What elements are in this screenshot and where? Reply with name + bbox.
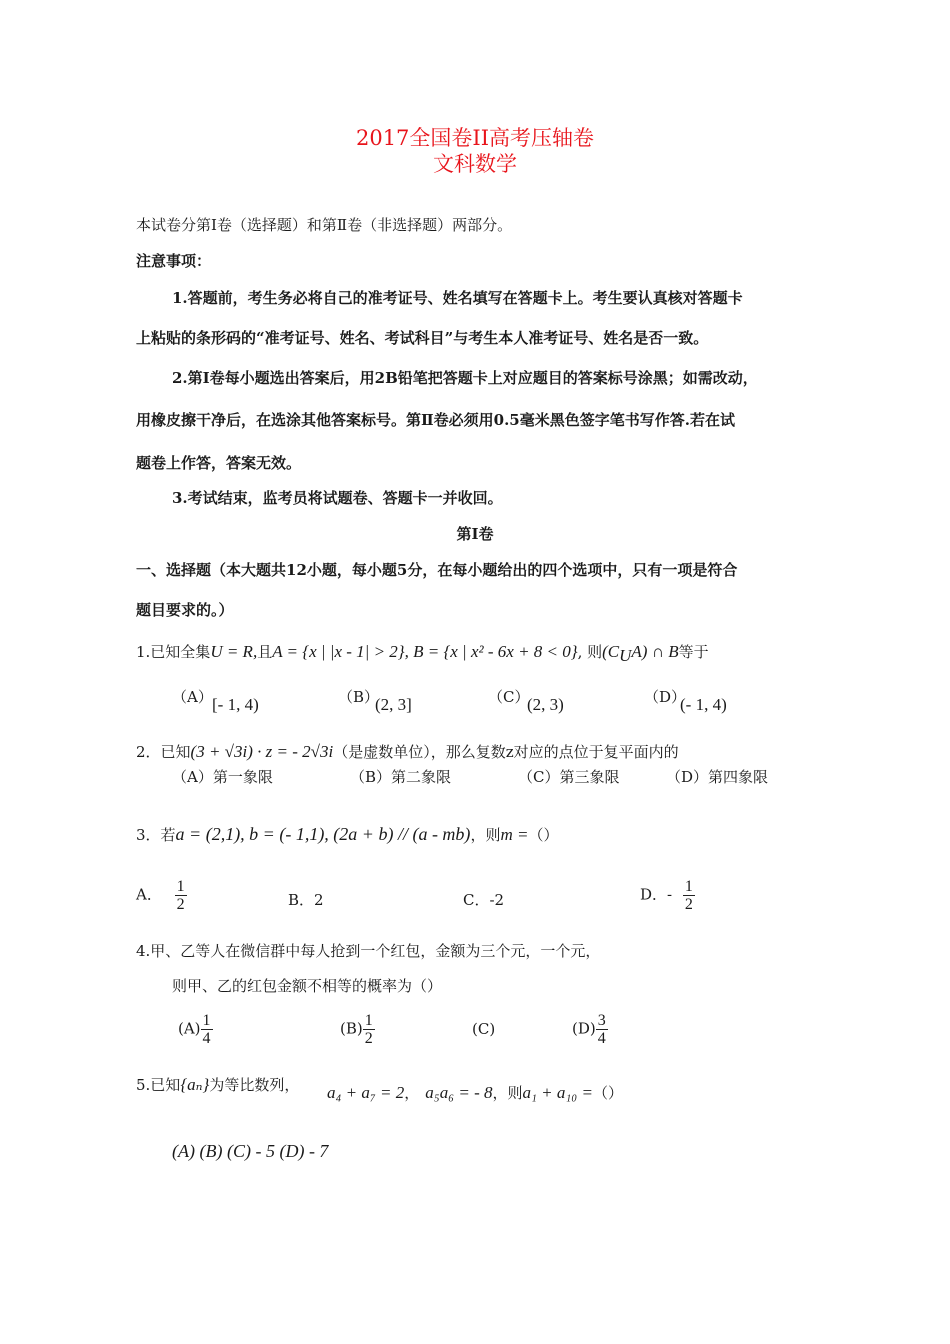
q1-math-universe: U = R, [210, 642, 258, 661]
q2-option-d: （D）第四象限 [666, 768, 769, 786]
notice-item-2-line-2: 用橡皮擦干净后，在选涂其他答案标号。第Ⅱ卷必须用0.5毫米黑色签字笔书写作答.若在试 [136, 411, 735, 429]
q1-option-c-label: （C） [488, 688, 530, 706]
q4-option-d-numerator: 3 [597, 1012, 606, 1029]
q3-option-a-denominator: 2 [176, 896, 185, 913]
q1-sub-u: U [619, 646, 632, 665]
q3-option-a-fraction [175, 878, 187, 913]
notice-item-2-line-1: 2.第Ⅰ卷每小题选出答案后，用2B铅笔把答题卡上对应题目的答案标号涂黑；如需改动， [172, 369, 758, 387]
q3-prefix: 3．若 [136, 826, 176, 844]
q5-math-2: a₅a₆ = - 8 [425, 1083, 493, 1102]
q4-option-a [178, 1012, 213, 1047]
q5-stem [136, 1074, 299, 1095]
q4-option-b-label: (B) [340, 1019, 363, 1038]
q1-option-b-value: (2, 3] [375, 695, 412, 714]
q4-option-d-label: (D) [572, 1019, 596, 1038]
q3-math-m: m = [500, 825, 529, 844]
q3-option-d-fraction [683, 878, 695, 913]
q1-option-b-label: （B） [338, 688, 380, 706]
q4-option-b [340, 1012, 375, 1047]
q4-option-a-numerator: 1 [202, 1012, 211, 1029]
section-heading-line-2: 题目要求的。） [136, 601, 234, 619]
q5-conditions [327, 1082, 623, 1103]
q3-stem [136, 824, 558, 845]
q4-option-a-denominator: 4 [202, 1030, 211, 1047]
notice-item-1-line-1: 1.答题前，考生务必将自己的准考证号、姓名填写在答题卡上。考生要认真核对答题卡 [172, 289, 743, 307]
q5-math-1: a₄ + a₇ = 2 [327, 1083, 405, 1102]
q1-math-complement: (C [602, 642, 620, 661]
q4-option-a-label: (A) [178, 1019, 201, 1038]
q4-option-d [572, 1012, 608, 1047]
q2-prefix: 2．已知 [136, 743, 191, 761]
q4-option-d-denominator: 4 [597, 1030, 606, 1047]
q1-option-c [488, 686, 529, 707]
q2-option-a: （A）第一象限 [172, 768, 273, 786]
q3-option-d-denominator: 2 [684, 896, 693, 913]
q1-math-intersect: A) ∩ B [631, 642, 679, 661]
notice-item-2-line-3: 题卷上作答，答案无效。 [136, 454, 302, 472]
section-heading-line-1: 一、选择题（本大题共12小题，每小题5分，在每小题给出的四个选项中，只有一项是符合 [136, 561, 738, 579]
q1-stem [136, 641, 709, 666]
q2-math: (3 + √3i) · z = - 2√3i [190, 742, 334, 761]
q3-math: a = (2,1), b = (- 1,1), (2a + b) // (a - mb) [175, 824, 471, 844]
q3-option-b: B．2 [288, 891, 324, 909]
q4-option-d-fraction [596, 1012, 608, 1047]
exam-subtitle: 文科数学 [433, 152, 517, 176]
q4-line-2: 则甲、乙的红包金额不相等的概率为（） [172, 977, 443, 995]
q1-ze: , 则 [577, 643, 603, 661]
q5-mid-2: ，则 [492, 1084, 523, 1102]
q1-option-d-label: （D） [644, 688, 687, 706]
q3-option-d-label: D．- [640, 885, 673, 904]
q5-prefix: 5.已知 [136, 1076, 181, 1094]
q4-option-a-fraction [201, 1012, 213, 1047]
q4-option-b-denominator: 2 [364, 1030, 373, 1047]
q1-option-a-label: （A） [172, 688, 213, 706]
q5-mid-1: 为等比数列， [209, 1076, 300, 1094]
q3-option-a [136, 878, 187, 913]
q5-options: (A) (B) (C) - 5 (D) - 7 [172, 1141, 329, 1161]
q5-comma: ， [404, 1084, 420, 1102]
q1-suffix: 等于 [678, 643, 709, 661]
notice-item-1-line-2: 上粘贴的条形码的“准考证号、姓名、考试科目”与考生本人准考证号、姓名是否一致。 [136, 329, 709, 347]
q4-option-b-numerator: 1 [364, 1012, 373, 1029]
q4-option-c-label: (C) [472, 1020, 496, 1038]
section-label: 第Ⅰ卷 [456, 525, 494, 543]
q5-math-3: a₁ + a₁₀ = [522, 1083, 593, 1102]
exam-title: 2017全国卷II高考压轴卷 [355, 126, 595, 150]
q5-paren: （） [592, 1084, 623, 1102]
notice-heading: 注意事项： [136, 252, 212, 270]
intro-text: 本试卷分第Ⅰ卷（选择题）和第Ⅱ卷（非选择题）两部分。 [136, 216, 513, 234]
q3-option-a-numerator: 1 [176, 878, 185, 895]
q1-option-b [338, 686, 379, 707]
q2-suffix: （是虚数单位），那么复数z对应的点位于复平面内的 [333, 743, 679, 761]
q1-prefix: 1.已知全集 [136, 643, 211, 661]
q4-option-b-fraction [363, 1012, 375, 1047]
q3-option-d [640, 878, 695, 913]
q2-option-b: （B）第二象限 [350, 768, 452, 786]
q4-line-1: 4.甲、乙等人在微信群中每人抢到一个红包，金额为三个元，一个元， [136, 942, 601, 960]
q1-option-d-value: (- 1, 4) [680, 695, 727, 714]
q1-math-sets: A = {x | |x - 1| > 2}, B = {x | x² - 6x + 8 < 0} [272, 642, 578, 661]
q3-option-a-label: A． [136, 885, 162, 904]
q3-mid: ，则 [470, 826, 501, 844]
q3-paren: （） [528, 826, 559, 844]
q4-option-c [472, 1020, 495, 1038]
q3-option-d-numerator: 1 [684, 878, 693, 895]
q5-sequence: {aₙ} [180, 1075, 210, 1094]
q3-option-c: C．-2 [463, 891, 505, 909]
q1-option-c-value: (2, 3) [527, 695, 564, 714]
notice-item-3: 3.考试结束，监考员将试题卷、答题卡一并收回。 [172, 489, 503, 507]
q2-option-c: （C）第三象限 [518, 768, 620, 786]
q2-stem [136, 741, 679, 762]
q1-option-a [172, 686, 213, 707]
q1-qie: 且 [257, 643, 273, 661]
q1-option-a-value: [- 1, 4) [212, 695, 259, 714]
